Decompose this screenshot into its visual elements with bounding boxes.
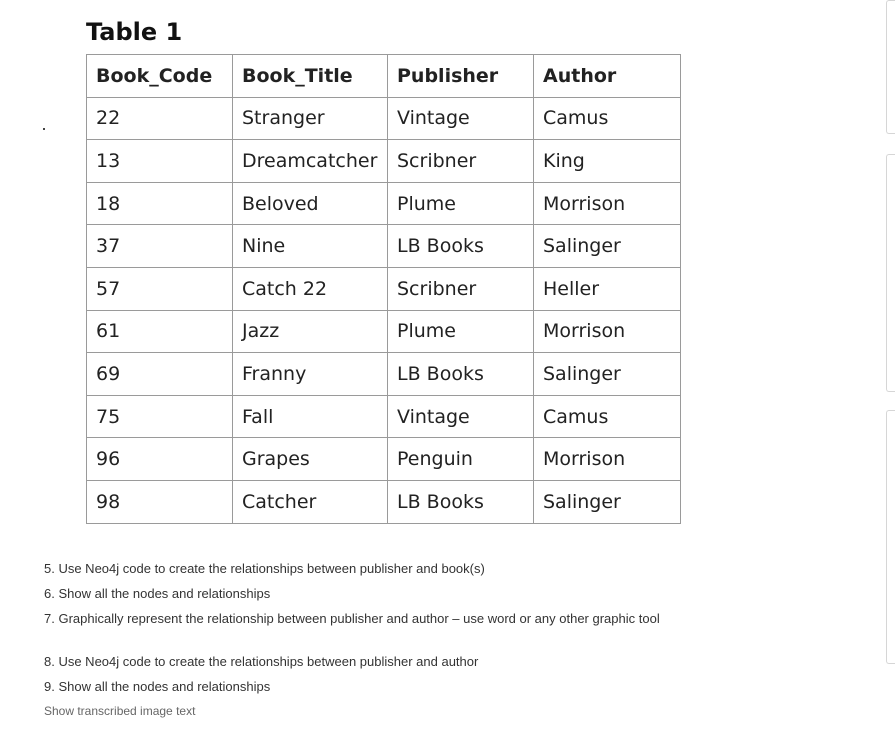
cell-book-title: Nine xyxy=(233,225,388,268)
cell-publisher: Plume xyxy=(388,310,534,353)
table-row xyxy=(87,267,681,310)
table-row xyxy=(87,353,681,396)
cell-book-title: Stranger xyxy=(233,97,388,140)
cell-book-code: 98 xyxy=(87,480,233,523)
column-header: Publisher xyxy=(388,55,534,98)
cell-book-code: 18 xyxy=(87,182,233,225)
column-header: Book_Title xyxy=(233,55,388,98)
cell-book-code: 75 xyxy=(87,395,233,438)
question-5: 5. Use Neo4j code to create the relationships between publisher and book(s) xyxy=(44,561,485,576)
side-panel-frame xyxy=(886,410,895,664)
cell-book-code: 13 xyxy=(87,140,233,183)
cell-publisher: Scribner xyxy=(388,140,534,183)
side-panel-frame xyxy=(886,0,895,134)
cell-author: Heller xyxy=(534,267,681,310)
cell-publisher: Scribner xyxy=(388,267,534,310)
cell-author: Camus xyxy=(534,395,681,438)
books-table xyxy=(86,54,681,524)
cell-author: Camus xyxy=(534,97,681,140)
cell-publisher: Penguin xyxy=(388,438,534,481)
column-header: Author xyxy=(534,55,681,98)
cell-book-title: Franny xyxy=(233,353,388,396)
side-panel-frame xyxy=(886,154,895,392)
table-row xyxy=(87,310,681,353)
cell-author: Salinger xyxy=(534,353,681,396)
question-8: 8. Use Neo4j code to create the relationships between publisher and author xyxy=(44,654,479,669)
table-header-row xyxy=(87,55,681,98)
cell-book-title: Jazz xyxy=(233,310,388,353)
cell-publisher: LB Books xyxy=(388,480,534,523)
cell-book-title: Grapes xyxy=(233,438,388,481)
cell-publisher: LB Books xyxy=(388,353,534,396)
table-row xyxy=(87,225,681,268)
cell-book-code: 57 xyxy=(87,267,233,310)
question-7: 7. Graphically represent the relationship between publisher and author – use word or any other graphic tool xyxy=(44,611,660,626)
cell-book-code: 61 xyxy=(87,310,233,353)
table-row xyxy=(87,395,681,438)
cell-book-code: 22 xyxy=(87,97,233,140)
cell-book-title: Fall xyxy=(233,395,388,438)
cell-book-title: Catch 22 xyxy=(233,267,388,310)
cell-author: Salinger xyxy=(534,225,681,268)
table-row xyxy=(87,140,681,183)
column-header: Book_Code xyxy=(87,55,233,98)
cell-publisher: Vintage xyxy=(388,395,534,438)
show-transcribed-text-link[interactable]: Show transcribed image text xyxy=(44,704,196,718)
cell-book-title: Dreamcatcher xyxy=(233,140,388,183)
cell-book-code: 96 xyxy=(87,438,233,481)
table-row xyxy=(87,480,681,523)
table-row xyxy=(87,438,681,481)
table-row xyxy=(87,182,681,225)
cell-author: Morrison xyxy=(534,182,681,225)
question-9: 9. Show all the nodes and relationships xyxy=(44,679,271,694)
cell-author: King xyxy=(534,140,681,183)
cell-book-code: 37 xyxy=(87,225,233,268)
question-6: 6. Show all the nodes and relationships xyxy=(44,586,271,601)
cell-book-title: Beloved xyxy=(233,182,388,225)
cell-author: Salinger xyxy=(534,480,681,523)
table-row xyxy=(87,97,681,140)
cell-author: Morrison xyxy=(534,310,681,353)
cell-book-title: Catcher xyxy=(233,480,388,523)
cell-publisher: LB Books xyxy=(388,225,534,268)
cell-publisher: Vintage xyxy=(388,97,534,140)
cell-publisher: Plume xyxy=(388,182,534,225)
cell-book-code: 69 xyxy=(87,353,233,396)
table-title: Table 1 xyxy=(86,18,183,46)
stray-dot xyxy=(43,128,45,130)
cell-author: Morrison xyxy=(534,438,681,481)
